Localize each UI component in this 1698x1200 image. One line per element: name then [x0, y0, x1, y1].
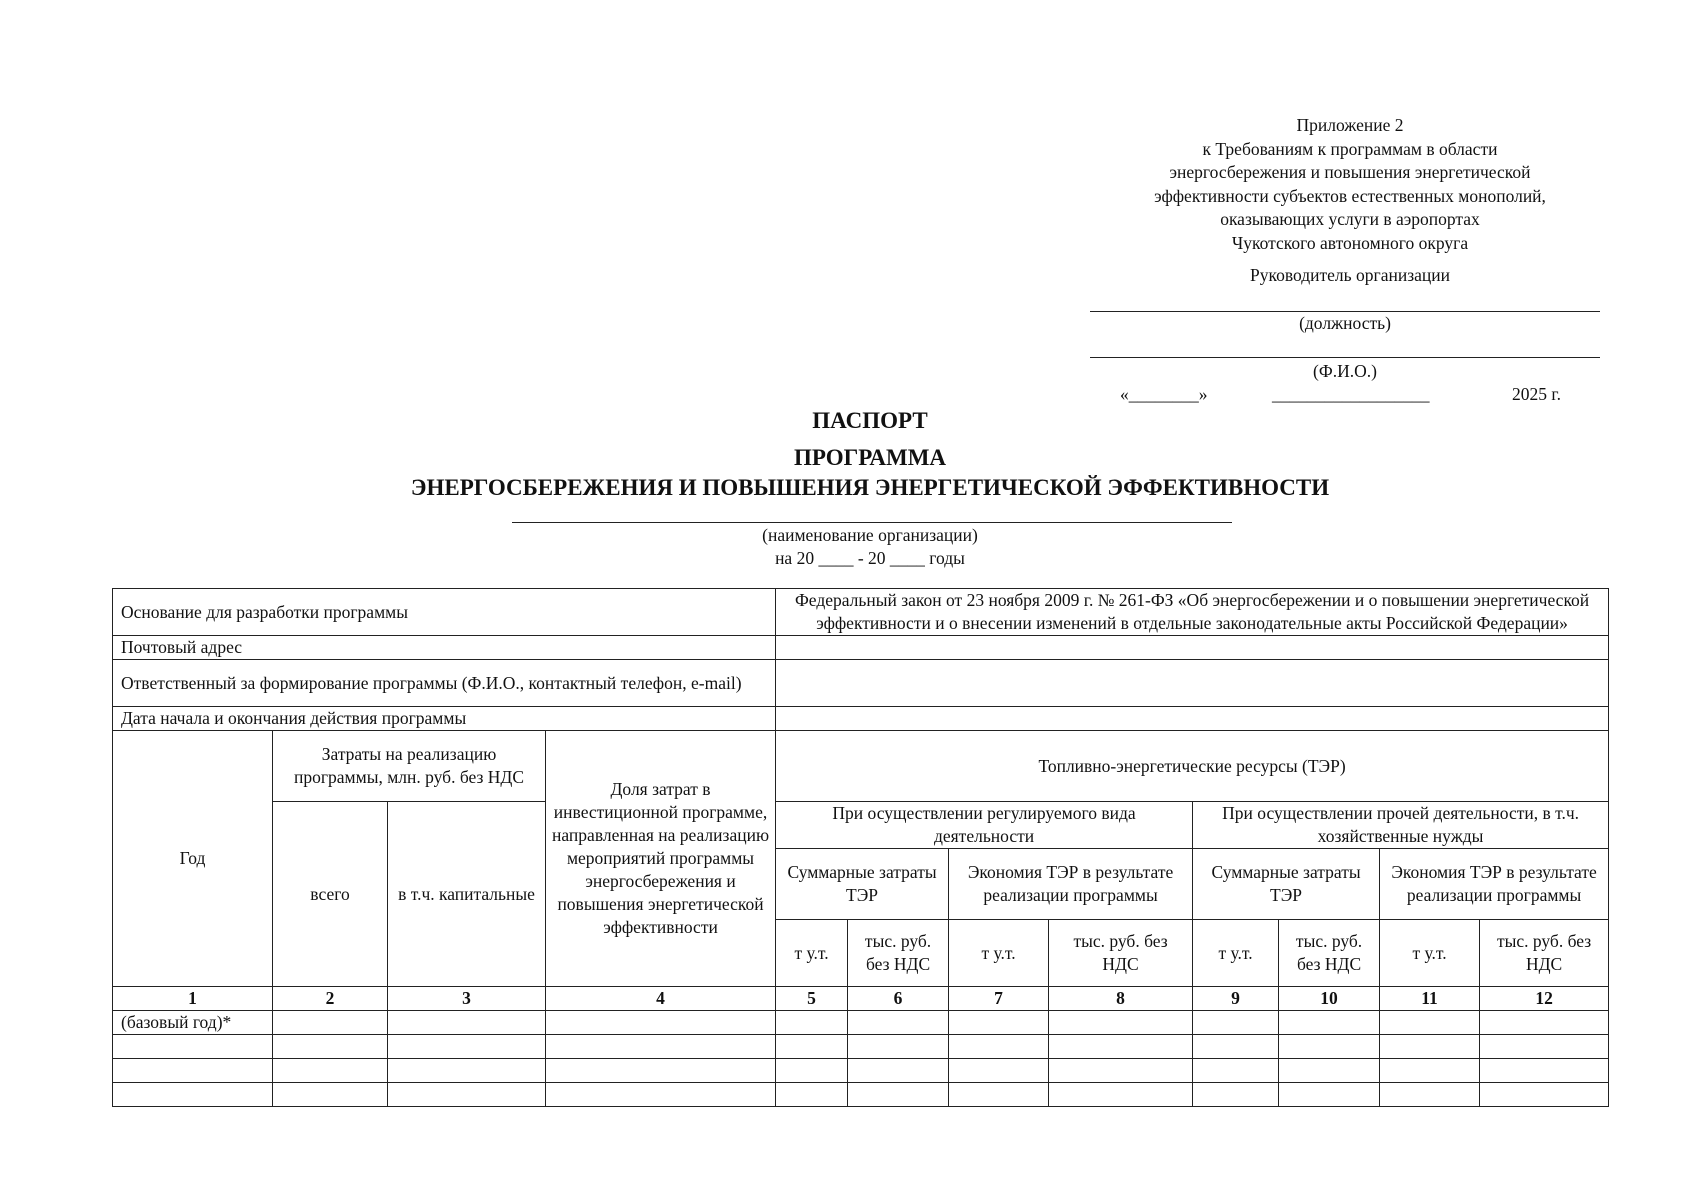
- program-period: на 20 ____ - 20 ____ годы: [775, 548, 965, 568]
- year-header: Год: [113, 731, 273, 987]
- costs-capital-header: в т.ч. капитальные: [388, 802, 546, 987]
- info-label: Почтовый адрес: [113, 636, 776, 660]
- table-cell: [273, 1059, 388, 1083]
- head-label: Руководитель организации: [1250, 265, 1450, 285]
- costs-total-header: всего: [273, 802, 388, 987]
- table-cell: [1380, 1083, 1480, 1107]
- table-cell: [273, 1035, 388, 1059]
- position-line: [1090, 311, 1600, 312]
- table-cell: [546, 1059, 776, 1083]
- info-label: Основание для разработки программы: [113, 589, 776, 636]
- appendix-line: энергосбережения и повышения энергетической: [1169, 162, 1531, 182]
- table-cell: [546, 1035, 776, 1059]
- unit-tut-header: т у.т.: [1193, 920, 1279, 987]
- unit-tut-header: т у.т.: [776, 920, 848, 987]
- header-row: [113, 731, 1609, 802]
- table-cell: [273, 1083, 388, 1107]
- column-number: 2: [273, 987, 388, 1011]
- table-cell: [1049, 1035, 1193, 1059]
- table-cell: [1193, 1059, 1279, 1083]
- column-number: 12: [1480, 987, 1609, 1011]
- info-value: [776, 636, 1609, 660]
- table-cell: [949, 1083, 1049, 1107]
- table-cell: [1193, 1011, 1279, 1035]
- table-cell: [388, 1083, 546, 1107]
- table-cell: [113, 1035, 273, 1059]
- table-cell: [1193, 1083, 1279, 1107]
- table-cell: [113, 1083, 273, 1107]
- table-cell: [1279, 1035, 1380, 1059]
- other-activity-header: При осуществлении прочей деятельности, в т.ч. хозяйственные нужды: [1193, 802, 1609, 849]
- table-cell: [949, 1059, 1049, 1083]
- table-cell: [848, 1083, 949, 1107]
- organization-caption: (наименование организации): [762, 525, 978, 545]
- column-number: 10: [1279, 987, 1380, 1011]
- info-row: [113, 707, 1609, 731]
- saving-ter-header: Экономия ТЭР в результате реализации программы: [949, 849, 1193, 920]
- table-row: [113, 1035, 1609, 1059]
- header-row: [113, 802, 1609, 849]
- unit-rub-header: тыс. руб. без НДС: [1480, 920, 1609, 987]
- column-number: 5: [776, 987, 848, 1011]
- table-cell: [388, 1011, 546, 1035]
- organization-line: [512, 522, 1232, 523]
- appendix-line: оказывающих услуги в аэропортах: [1220, 209, 1480, 229]
- info-label: Ответственный за формирование программы (Ф.И.О., контактный телефон, e-mail): [113, 660, 776, 707]
- info-value: [776, 707, 1609, 731]
- info-value: Федеральный закон от 23 ноября 2009 г. № 261-ФЗ «Об энергосбережении и о повышении энергетической эффективности и о внесении изменений в отдельные законодательные акты Российской Федерации»: [776, 589, 1609, 636]
- appendix-header: [1090, 114, 1610, 255]
- table-cell: [949, 1035, 1049, 1059]
- column-number: 6: [848, 987, 949, 1011]
- unit-rub-header: тыс. руб. без НДС: [848, 920, 949, 987]
- unit-tut-header: т у.т.: [949, 920, 1049, 987]
- table-cell: [776, 1011, 848, 1035]
- document-title: ПАСПОРТ: [812, 408, 928, 433]
- unit-rub-header: тыс. руб. без НДС: [1279, 920, 1380, 987]
- table-cell: [776, 1035, 848, 1059]
- passport-table: [112, 588, 1609, 1107]
- table-cell: [1480, 1011, 1609, 1035]
- table-cell: [1049, 1059, 1193, 1083]
- column-number-row: [113, 987, 1609, 1011]
- regulated-header: При осуществлении регулируемого вида деятельности: [776, 802, 1193, 849]
- table-row: [113, 1011, 1609, 1035]
- column-number: 1: [113, 987, 273, 1011]
- ter-header: Топливно-энергетические ресурсы (ТЭР): [776, 731, 1609, 802]
- table-cell: [1049, 1083, 1193, 1107]
- table-cell: [776, 1059, 848, 1083]
- table-cell: [1480, 1035, 1609, 1059]
- table-cell: [1380, 1059, 1480, 1083]
- appendix-line: Приложение 2: [1296, 115, 1404, 135]
- appendix-line: эффективности субъектов естественных монополий,: [1154, 185, 1546, 206]
- table-cell: [1279, 1083, 1380, 1107]
- table-cell: [1380, 1035, 1480, 1059]
- table-cell: [1279, 1011, 1380, 1035]
- table-cell: [1193, 1035, 1279, 1059]
- info-label: Дата начала и окончания действия программы: [113, 707, 776, 731]
- appendix-line: Чукотского автономного округа: [1231, 232, 1469, 253]
- table-cell: [388, 1059, 546, 1083]
- table-cell: [1480, 1083, 1609, 1107]
- table-cell: [388, 1035, 546, 1059]
- column-number: 8: [1049, 987, 1193, 1011]
- column-number: 3: [388, 987, 546, 1011]
- table-cell: (базовый год)*: [113, 1011, 273, 1035]
- saving-ter-header: Экономия ТЭР в результате реализации программы: [1380, 849, 1609, 920]
- unit-tut-header: т у.т.: [1380, 920, 1480, 987]
- name-line: [1090, 357, 1600, 358]
- column-number: 11: [1380, 987, 1480, 1011]
- date-month: __________________: [1272, 384, 1430, 404]
- table-cell: [273, 1011, 388, 1035]
- table-row: [113, 1059, 1609, 1083]
- share-header: Доля затрат в инвестиционной программе, направленная на реализацию мероприятий программы энергосбережения и повышения энергетической эффективности: [546, 731, 776, 987]
- column-number: 4: [546, 987, 776, 1011]
- info-row: [113, 636, 1609, 660]
- position-caption: (должность): [1299, 313, 1391, 333]
- name-caption: (Ф.И.О.): [1313, 361, 1377, 381]
- table-row: [113, 1083, 1609, 1107]
- table-cell: [848, 1059, 949, 1083]
- table-cell: [949, 1011, 1049, 1035]
- table-cell: [1380, 1011, 1480, 1035]
- table-cell: [546, 1011, 776, 1035]
- date-day: «________»: [1120, 384, 1208, 404]
- info-row: [113, 660, 1609, 707]
- info-value: [776, 660, 1609, 707]
- costs-header: Затраты на реализацию программы, млн. руб. без НДС: [273, 731, 546, 802]
- unit-rub-header: тыс. руб. без НДС: [1049, 920, 1193, 987]
- info-row: [113, 589, 1609, 636]
- table-cell: [776, 1083, 848, 1107]
- program-subtitle: ЭНЕРГОСБЕРЕЖЕНИЯ И ПОВЫШЕНИЯ ЭНЕРГЕТИЧЕСКОЙ ЭФФЕКТИВНОСТИ: [410, 475, 1330, 500]
- total-ter-header: Суммарные затраты ТЭР: [776, 849, 949, 920]
- column-number: 9: [1193, 987, 1279, 1011]
- table-cell: [1049, 1011, 1193, 1035]
- table-cell: [1480, 1059, 1609, 1083]
- program-title: ПРОГРАММА: [793, 445, 947, 470]
- date-year: 2025 г.: [1512, 384, 1561, 404]
- table-cell: [1279, 1059, 1380, 1083]
- total-ter-header: Суммарные затраты ТЭР: [1193, 849, 1380, 920]
- table-cell: [113, 1059, 273, 1083]
- table-cell: [848, 1011, 949, 1035]
- appendix-line: к Требованиям к программам в области: [1202, 138, 1498, 159]
- table-cell: [546, 1083, 776, 1107]
- column-number: 7: [949, 987, 1049, 1011]
- table-cell: [848, 1035, 949, 1059]
